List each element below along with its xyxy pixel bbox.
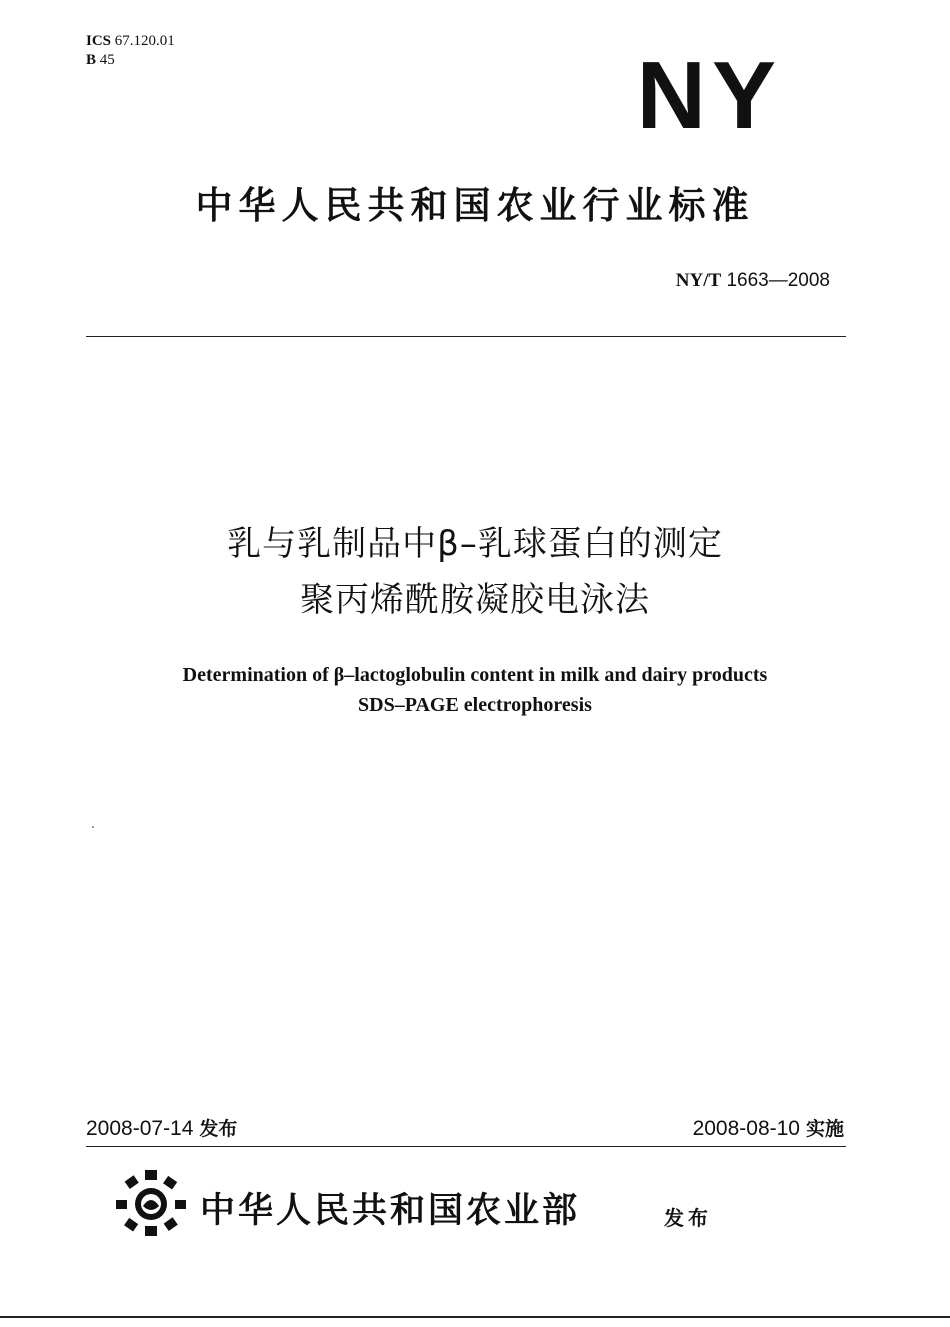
standard-code-logo: NY [636, 42, 782, 149]
ministry-emblem-icon [112, 1168, 190, 1240]
page-edge-line [0, 1316, 950, 1318]
title-cn-line2: 聚丙烯酰胺凝胶电泳法 [300, 580, 650, 620]
standard-number-value: 1663—2008 [726, 270, 830, 291]
classification-block [86, 32, 175, 70]
ics-number: 67.120.01 [114, 33, 175, 49]
class-line [86, 51, 175, 70]
top-divider [86, 336, 846, 337]
scan-speck [92, 826, 94, 828]
ics-label: ICS [86, 33, 112, 49]
bottom-divider [86, 1146, 846, 1147]
issue-date: 2008-07-14 [86, 1117, 194, 1140]
implement-date: 2008-08-10 [692, 1117, 800, 1140]
ics-line [86, 32, 175, 51]
title-en-line1: Determination of β–lactoglobulin content in milk and dairy products [182, 664, 768, 686]
title-en-line2: SDS–PAGE electrophoresis [358, 694, 592, 716]
standard-number-prefix: NY/T [675, 270, 722, 291]
issuing-ministry: 中华人民共和国农业部 [200, 1190, 581, 1231]
publish-label: 发布 [664, 1206, 712, 1230]
standard-name: 中华人民共和国农业行业标准 [195, 184, 755, 227]
class-number: 45 [99, 52, 115, 68]
issue-date-block [86, 1114, 237, 1141]
class-label: B [86, 52, 97, 68]
standard-number [676, 270, 830, 292]
title-cn-line1: 乳与乳制品中β–乳球蛋白的测定 [227, 524, 723, 564]
implement-date-block [693, 1114, 844, 1141]
implement-label: 实施 [805, 1118, 844, 1140]
issue-label: 发布 [199, 1118, 238, 1140]
